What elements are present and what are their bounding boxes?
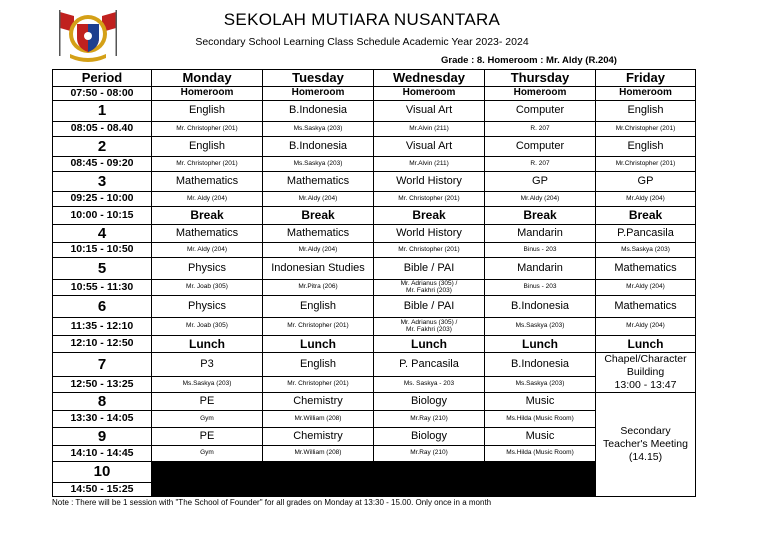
subject-cell: GP [596,172,695,192]
teacher-cell: Mr.Aldy (204) [263,243,374,258]
subject-cell: GP [485,172,596,192]
teacher-cell: Mr.Pitra (206) [263,280,374,296]
subject-cell: Physics [152,296,263,318]
subject-cell: Bible / PAI [374,296,485,318]
subject-cell: B.Indonesia [263,137,374,157]
teacher-cell: Mr. Christopher (201) [263,377,374,393]
subject-cell: Computer [485,137,596,157]
subject-cell: B.Indonesia [485,296,596,318]
subject-cell: B.Indonesia [263,101,374,122]
teacher-cell: Mr.William (208) [263,411,374,428]
subject-cell: Indonesian Studies [263,258,374,280]
subject-cell: English [152,101,263,122]
subject-cell: English [152,137,263,157]
teacher-cell: R. 207 [485,157,596,172]
teacher-cell: Mr.Ray (210) [374,446,485,462]
time-slot: 10:00 - 10:15 [53,207,152,225]
subject-cell: B.Indonesia [485,353,596,377]
period-number: 8 [53,393,152,411]
teacher-cell: Mr.William (208) [263,446,374,462]
subject-cell: Visual Art [374,137,485,157]
subject-cell: PE [152,393,263,411]
teacher-cell: Mr.Christopher (201) [596,122,695,137]
teacher-cell: Mr.Aldy (204) [485,192,596,207]
lunch-cell: Lunch [485,336,596,353]
break-cell: Break [152,207,263,225]
teacher-cell: Mr. Christopher (201) [152,122,263,137]
grade-homeroom-info: Grade : 8. Homeroom : Mr. Aldy (R.204) [441,55,617,66]
period-number: 3 [53,172,152,192]
period-header: Period [53,70,152,87]
period-number: 7 [53,353,152,377]
friday-meeting-cell: Secondary Teacher's Meeting (14.15) [603,424,688,464]
homeroom-cell: Homeroom [596,87,695,101]
break-cell: Break [596,207,695,225]
period-number: 10 [53,462,152,483]
time-slot: 14:10 - 14:45 [53,446,152,462]
subject-cell: English [263,353,374,377]
subject-cell: Biology [374,428,485,446]
day-header: Thursday [485,70,596,87]
subject-cell: World History [374,225,485,243]
subject-cell: Music [485,393,596,411]
schedule-note: Note : There will be 1 session with "The School of Founder" for all grades on Monday at 13:30 - 15.00. Only once in a month [52,498,492,507]
time-slot: 10:55 - 11:30 [53,280,152,296]
subject-cell: English [596,101,695,122]
subject-cell: Mathematics [152,172,263,192]
friday-chapel-cell [596,353,695,393]
subject-cell: Biology [374,393,485,411]
break-cell: Break [485,207,596,225]
subject-cell: Mathematics [596,296,695,318]
period-number: 4 [53,225,152,243]
subject-cell: Computer [485,101,596,122]
subject-cell: Mathematics [263,172,374,192]
teacher-cell: Mr. Christopher (201) [263,318,374,336]
subject-cell: Visual Art [374,101,485,122]
period-number: 1 [53,101,152,122]
chapel-label: Chapel/Character Building [604,353,687,378]
teacher-cell: Ms.Saskya (203) [152,377,263,393]
time-slot: 14:50 - 15:25 [53,483,152,496]
teacher-cell: Mr. Adrianus (305) / Mr. Fakhri (203) [374,280,485,296]
time-slot: 09:25 - 10:00 [53,192,152,207]
day-header: Tuesday [263,70,374,87]
homeroom-cell: Homeroom [152,87,263,101]
teacher-cell: R. 207 [485,122,596,137]
schedule-subtitle: Secondary School Learning Class Schedule Academic Year 2023- 2024 [195,36,529,48]
teacher-cell: Mr.Aldy (204) [596,280,695,296]
time-slot: 08:45 - 09:20 [53,157,152,172]
break-cell: Break [263,207,374,225]
subject-cell: Mathematics [263,225,374,243]
time-slot: 12:10 - 12:50 [53,336,152,353]
homeroom-cell: Homeroom [263,87,374,101]
lunch-cell: Lunch [596,336,695,353]
time-slot: 07:50 - 08:00 [53,87,152,101]
teacher-cell: Gym [152,446,263,462]
time-slot: 13:30 - 14:05 [53,411,152,428]
lunch-cell: Lunch [263,336,374,353]
homeroom-cell: Homeroom [374,87,485,101]
teacher-cell: Binus - 203 [485,243,596,258]
period-number: 6 [53,296,152,318]
teacher-cell: Mr.Alvin (211) [374,122,485,137]
teacher-cell: Ms. Saskya - 203 [374,377,485,393]
teacher-cell: Mr. Joab (305) [152,318,263,336]
lunch-cell: Lunch [374,336,485,353]
teacher-cell: Mr.Aldy (204) [596,192,695,207]
teacher-cell: Gym [152,411,263,428]
teacher-cell: Mr. Christopher (201) [152,157,263,172]
subject-cell: P.Pancasila [596,225,695,243]
day-header: Monday [152,70,263,87]
subject-cell: P3 [152,353,263,377]
teacher-cell: Mr. Joab (305) [152,280,263,296]
schedule-table [52,69,696,497]
day-header: Friday [596,70,695,87]
teacher-cell: Mr. Aldy (204) [152,243,263,258]
subject-cell: P. Pancasila [374,353,485,377]
homeroom-cell: Homeroom [485,87,596,101]
period-number: 5 [53,258,152,280]
school-logo [52,6,124,66]
teacher-cell: Mr. Christopher (201) [374,192,485,207]
chapel-time: 13:00 - 13:47 [614,379,677,392]
subject-cell: Music [485,428,596,446]
teacher-cell: Mr.Aldy (204) [596,318,695,336]
subject-cell: Bible / PAI [374,258,485,280]
time-slot: 08:05 - 08.40 [53,122,152,137]
subject-cell: PE [152,428,263,446]
school-name: SEKOLAH MUTIARA NUSANTARA [223,10,501,29]
teacher-cell: Ms.Saskya (203) [263,122,374,137]
teacher-cell: Mr.Alvin (211) [374,157,485,172]
day-header: Wednesday [374,70,485,87]
teacher-cell: Ms.Saskya (203) [263,157,374,172]
time-slot: 11:35 - 12:10 [53,318,152,336]
teacher-cell: Mr. Adrianus (305) / Mr. Fakhri (203) [374,318,485,336]
teacher-cell: Mr. Aldy (204) [152,192,263,207]
lunch-cell: Lunch [152,336,263,353]
teacher-cell: Mr.Christopher (201) [596,157,695,172]
subject-cell: Chemistry [263,393,374,411]
teacher-cell: Ms.Saskya (203) [596,243,695,258]
subject-cell: World History [374,172,485,192]
time-slot: 12:50 - 13:25 [53,377,152,393]
teacher-cell: Mr. Christopher (201) [374,243,485,258]
teacher-cell: Ms.Hilda (Music Room) [485,411,596,428]
subject-cell: English [596,137,695,157]
break-cell: Break [374,207,485,225]
subject-cell: Mathematics [596,258,695,280]
subject-cell: Mathematics [152,225,263,243]
subject-cell: Mandarin [485,258,596,280]
subject-cell: Physics [152,258,263,280]
blocked-area [152,462,596,496]
period-number: 9 [53,428,152,446]
teacher-cell: Mr.Aldy (204) [263,192,374,207]
time-slot: 10:15 - 10:50 [53,243,152,258]
teacher-cell: Ms.Saskya (203) [485,377,596,393]
subject-cell: English [263,296,374,318]
period-number: 2 [53,137,152,157]
teacher-cell: Ms.Hilda (Music Room) [485,446,596,462]
teacher-cell: Mr.Ray (210) [374,411,485,428]
subject-cell: Mandarin [485,225,596,243]
teacher-cell: Binus - 203 [485,280,596,296]
subject-cell: Chemistry [263,428,374,446]
teacher-cell: Ms.Saskya (203) [485,318,596,336]
